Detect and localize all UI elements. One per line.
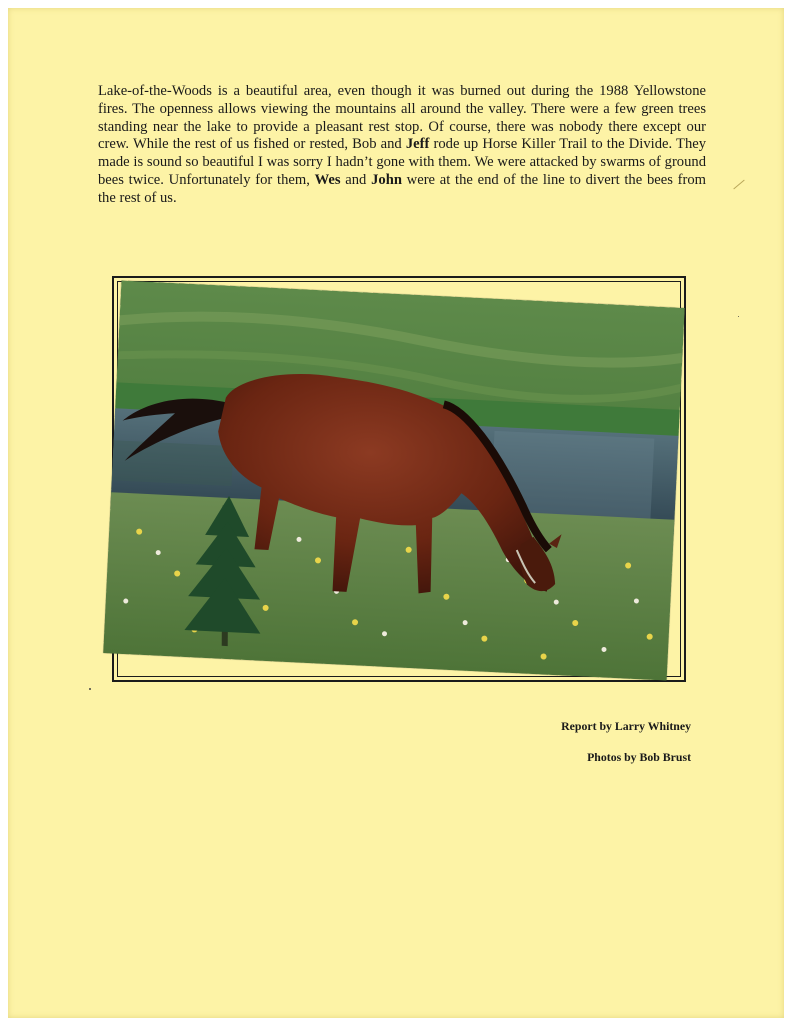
paper-mark — [733, 180, 744, 190]
horse-photo — [103, 280, 685, 680]
report-credit: Report by Larry Whitney — [561, 719, 691, 733]
name-wes: Wes — [314, 171, 341, 188]
text-segment: were at the end of the line to divert the bees from the rest of us. — [98, 171, 706, 206]
name-john: John — [371, 171, 402, 188]
name-jeff: Jeff — [405, 136, 430, 153]
text-segment: Lake-of-the-Woods is a beautiful area, even though it was burned out during the 1988 Yellowstone fires. The openness allows viewing the mountains all around the valley. There were a few green trees standing near the lake to provide a pleasant rest stop. Of course, there was nobody there except our crew. While the rest of us fished or rested, Bob and — [98, 83, 706, 153]
paper-speck — [738, 316, 739, 317]
document-page — [8, 8, 784, 1018]
paper-speck — [89, 688, 91, 690]
photo-credit: Photos by Bob Brust — [587, 750, 691, 764]
article-paragraph — [98, 83, 706, 208]
text-segment: and — [340, 171, 372, 188]
text-segment: rode up Horse Killer Trail to the Divide. They made is sound so beautiful I was sorry I hadn’t gone with them. We were attacked by swarms of ground bees twice. Unfortunately for them, — [98, 136, 707, 188]
